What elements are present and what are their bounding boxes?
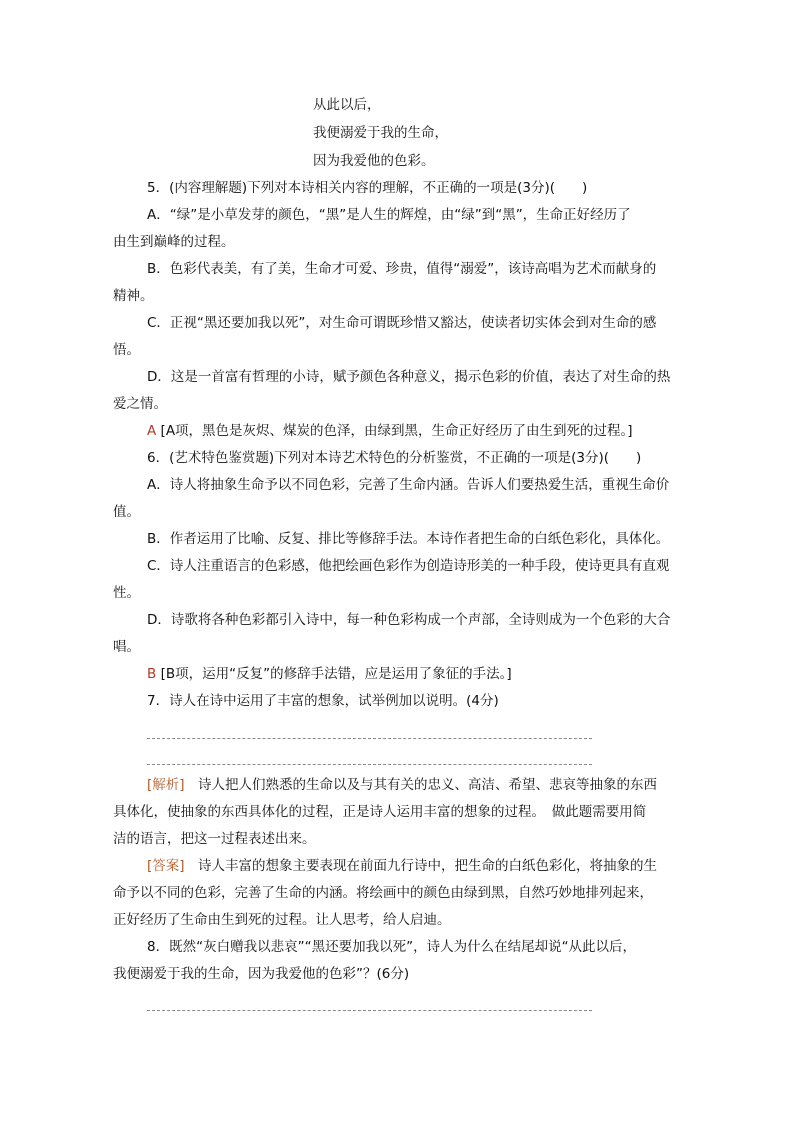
q5-option-d: D．这是一首富有哲理的小诗，赋予颜色各种意义，揭示色彩的价值，表达了对生命的热	[147, 369, 671, 385]
q6-option-c: C．诗人注重语言的色彩感，他把绘画色彩作为创造诗形美的一种手段，使诗更具有直观	[147, 558, 670, 574]
poem-line-2: 我便溺爱于我的生命，	[313, 125, 448, 141]
q6-answer-letter: B	[147, 666, 157, 682]
q5-option-c-cont: 悟。	[113, 342, 140, 358]
answer-tag: [答案]	[147, 858, 185, 874]
q8-stem-cont: 我便溺爱于我的生命，因为我爱他的色彩”？(6分)	[113, 966, 410, 982]
q6-answer	[147, 665, 512, 683]
q5-option-d-cont: 爱之情。	[113, 396, 167, 412]
q5-option-c: C．正视“黑还要加我以死”，对生命可谓既珍惜又豁达，使读者切实体会到对生命的感	[147, 315, 657, 331]
q6-option-d-cont: 唱。	[113, 639, 140, 655]
analysis-tag: [解析]	[147, 777, 185, 793]
q6-option-d: D．诗歌将各种色彩都引入诗中，每一种色彩构成一个声部，全诗则成为一个色彩的大合	[147, 612, 671, 628]
q5-option-b: B．色彩代表美，有了美，生命才可爱、珍贵，值得“溺爱”，该诗高唱为艺术而献身的	[147, 261, 657, 277]
q6-option-a: A．诗人将抽象生命予以不同色彩，完善了生命内涵。告诉人们要热爱生活，重视生命价	[147, 477, 670, 493]
answer-text-1: 诗人丰富的想象主要表现在前面九行诗中，把生命的白纸色彩化，将抽象的生	[184, 858, 658, 874]
answer-line-3	[147, 1010, 592, 1011]
q5-answer-letter: A	[147, 423, 157, 439]
q5-stem: 5．(内容理解题)下列对本诗相关内容的理解，不正确的一项是(3分)( )	[147, 180, 588, 196]
q6-option-a-cont: 值。	[113, 504, 140, 520]
poem-line-3: 因为我爱他的色彩。	[313, 153, 435, 169]
q7-stem: 7．诗人在诗中运用了丰富的想象，试举例加以说明。(4分)	[147, 693, 499, 709]
q5-option-b-cont: 精神。	[113, 288, 154, 304]
q5-answer-explanation: [A项，黑色是灰烬、煤炭的色泽，由绿到黑，生命正好经历了由生到死的过程。]	[160, 423, 633, 439]
q5-option-a: A．“绿”是小草发芽的颜色，“黑”是人生的辉煌，由“绿”到“黑”，生命正好经历了	[147, 207, 631, 223]
q7-analysis	[147, 776, 657, 794]
answer-line-2	[147, 764, 592, 765]
q6-option-c-cont: 性。	[113, 585, 140, 601]
q7-analysis-cont-2: 洁的语言，把这一过程表述出来。	[113, 831, 316, 847]
q6-option-b: B．作者运用了比喻、反复、排比等修辞手法。本诗作者把生命的白纸色彩化，具体化。	[147, 531, 670, 547]
answer-line-1	[147, 738, 592, 739]
q7-answer-cont-2: 正好经历了生命由生到死的过程。让人思考，给人启迪。	[113, 912, 451, 928]
q7-analysis-cont-1: 具体化，使抽象的东西具体化的过程，正是诗人运用丰富的想象的过程。 做此题需要用简	[113, 804, 647, 820]
q6-answer-explanation: [B项，运用“反复”的修辞手法错，应是运用了象征的手法。]	[160, 666, 512, 682]
analysis-text-1: 诗人把人们熟悉的生命以及与其有关的忠义、高洁、希望、悲哀等抽象的东西	[184, 777, 658, 793]
q5-answer	[147, 422, 633, 440]
q7-answer-cont-1: 命予以不同的色彩，完善了生命的内涵。将绘画中的颜色由绿到黑，自然巧妙地排列起来，	[113, 885, 653, 901]
q5-option-a-cont: 由生到巅峰的过程。	[113, 234, 235, 250]
poem-line-1: 从此以后，	[313, 97, 381, 113]
q6-stem: 6．(艺术特色鉴赏题)下列对本诗艺术特色的分析鉴赏，不正确的一项是(3分)( )	[147, 450, 642, 466]
q8-stem: 8．既然“灰白赠我以悲哀”“黑还要加我以死”，诗人为什么在结尾却说“从此以后，	[147, 939, 637, 955]
q7-answer	[147, 857, 657, 875]
